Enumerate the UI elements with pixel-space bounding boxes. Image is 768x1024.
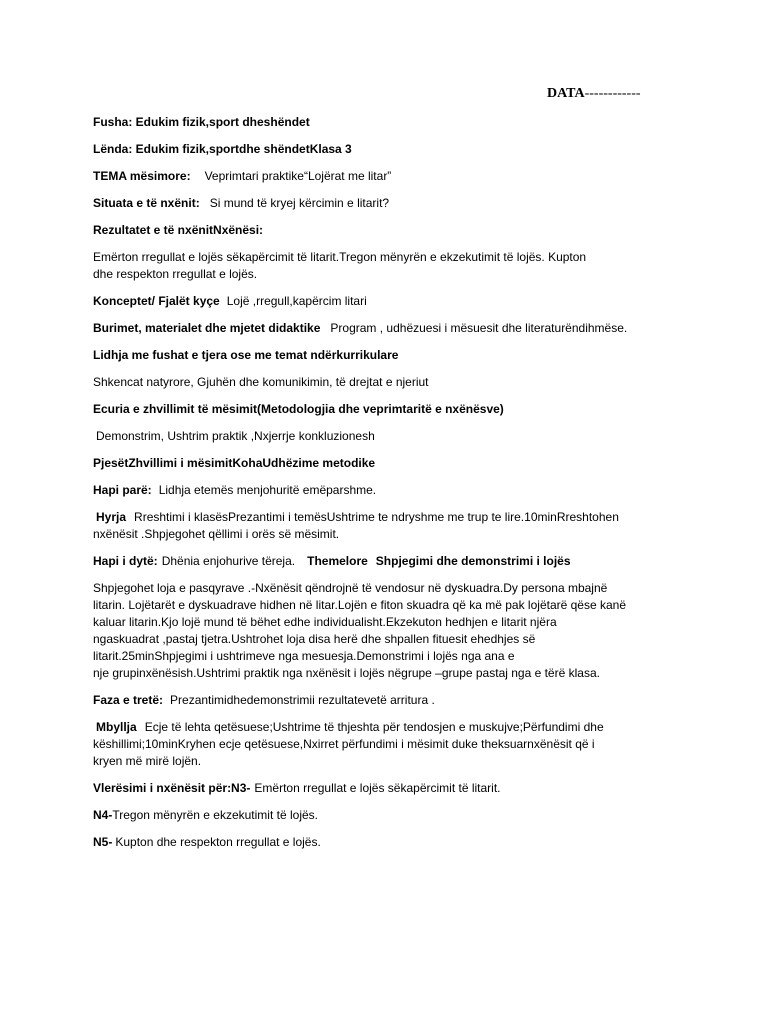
rezultatet-line: Emërton rregullat e lojës sëkapërcimit të litarit.Tregon mënyrën e ekzekutimit të lojës. Kupton (93, 250, 587, 264)
mbyllja-line: kryen më mirë lojën. (93, 754, 202, 768)
rezultatet-line: dhe respekton rregullat e lojës. (93, 267, 258, 281)
ecuria-value: Demonstrim, Ushtrim praktik ,Nxjerrje konkluzionesh (96, 429, 375, 443)
hapi2-value: Dhënia enjohurive tëreja. (161, 554, 296, 568)
burimet-row (93, 320, 653, 337)
lesson-plan (93, 114, 653, 861)
faza3-row (93, 692, 653, 709)
n5-row (93, 834, 653, 851)
situata-row (93, 195, 653, 212)
hyrja-label: Hyrja (96, 510, 127, 524)
n5-label: N5- (93, 835, 113, 849)
hyrja-first-line (93, 509, 653, 526)
n4-row (93, 807, 653, 824)
vleresimi-row (93, 780, 653, 797)
tema-value: Veprimtari praktike“Lojërat me litar” (204, 169, 392, 183)
vleresimi-value: Emërton rregullat e lojës sëkapërcimit të litarit. (254, 781, 501, 795)
themelore-label: Themelore (307, 554, 368, 568)
pjeset-heading: PjesëtZhvillimi i mësimitKohaUdhëzime metodike (93, 456, 376, 470)
n4-value: Tregon mënyrën e ekzekutimit të lojës. (112, 808, 318, 822)
lidhja-value: Shkencat natyrore, Gjuhën dhe komunikimin, të drejtat e njeriut (93, 375, 429, 389)
hapi1-value: Lidhja etemës menjohuritë emëparshme. (158, 483, 377, 497)
shpjegimi-heading: Shpjegimi dhe demonstrimi i lojës (375, 554, 571, 568)
situata-value: Si mund të kryej kërcimin e litarit? (209, 196, 390, 210)
rezultatet-text (93, 249, 653, 283)
konceptet-label: Konceptet/ Fjalët kyçe (93, 294, 220, 308)
hapi2-row (93, 553, 653, 570)
tema-row (93, 168, 653, 185)
shpjegimi-line: kaluar litarin.Kjo lojë mund të bëhet edhe individualisht.Ekzekuton hedhjen e litarit njëra (93, 615, 557, 629)
mbyllja-first-line (93, 719, 653, 736)
faza3-label: Faza e tretë: (93, 693, 164, 707)
hapi1-row (93, 482, 653, 499)
tema-label: TEMA mësimore: (93, 169, 191, 183)
vleresimi-label: Vlerësimi i nxënësit për:N3- (93, 781, 251, 795)
faza3-value: Prezantimidhedemonstrimii rezultatevetë arritura . (170, 693, 435, 707)
shpjegimi-line: Shpjegohet loja e pasqyrave .-Nxënësit qëndrojnë të vendosur në dyskuadra.Dy persona mbajnë (93, 581, 608, 595)
shpjegimi-line: nje grupinxënësish.Ushtrimi praktik nga nxënësit i lojës nëgrupe –grupe pastaj nga e tërë klasa. (93, 666, 600, 680)
burimet-label: Burimet, materialet dhe mjetet didaktike (93, 321, 321, 335)
shpjegimi-text (93, 580, 653, 682)
n5-value: Kupton dhe respekton rregullat e lojës. (115, 835, 321, 849)
situata-label: Situata e të nxënit: (93, 196, 200, 210)
lidhja-heading: Lidhja me fushat e tjera ose me temat ndërkurrikulare (93, 348, 399, 362)
shpjegimi-line: ngaskuadrat ,pastaj tjetra.Ushtrohet loja disa herë dhe shpallen fituesit ehedhjes së (93, 632, 536, 646)
hyrja-line: Rreshtimi i klasësPrezantimi i temësUshtrime te ndryshme me trup te lire.10minRreshtohen (134, 510, 619, 524)
fusha-heading: Fusha: Edukim fizik,sport dheshëndet (93, 115, 310, 129)
rezultatet-heading: Rezultatet e të nxënitNxënësi: (93, 223, 264, 237)
mbyllja-label: Mbyllja (96, 720, 137, 734)
lenda-heading: Lënda: Edukim fizik,sportdhe shëndetKlasa 3 (93, 142, 352, 156)
date-dashes: ------------ (584, 86, 641, 101)
n4-label: N4- (93, 808, 113, 822)
konceptet-row (93, 293, 653, 310)
date-line (547, 86, 641, 102)
hapi2-label: Hapi i dytë: (93, 554, 158, 568)
mbyllja-line: këshillimi;10minKryhen ecje qetësuese,Nxirret përfundimi i mësimit duke theksuarnxënësit që i (93, 737, 595, 751)
hyrja-text (93, 509, 653, 543)
ecuria-heading: Ecuria e zhvillimit të mësimit(Metodologjia dhe veprimtaritë e nxënësve) (93, 402, 504, 416)
shpjegimi-line: litarit.25minShpjegimi i ushtrimeve nga mesuesja.Demonstrimi i lojës nga ana e (93, 649, 515, 663)
hyrja-line: nxënësit .Shpjegohet qëllimi i orës së mësimit. (93, 527, 340, 541)
shpjegimi-line: litarin. Lojëtarët e dyskuadrave hidhen në litar.Lojën e fiton skuadra që ka më pak lojëtarë qëse kanë (93, 598, 627, 612)
mbyllja-text (93, 719, 653, 770)
burimet-value: Program , udhëzuesi i mësuesit dhe literaturëndihmëse. (330, 321, 628, 335)
mbyllja-line: Ecje të lehta qetësuese;Ushtrime të thjeshta për tendosjen e muskujve;Përfundimi dhe (144, 720, 604, 734)
hapi1-label: Hapi parë: (93, 483, 152, 497)
date-label: DATA (547, 86, 585, 101)
konceptet-value: Lojë ,rregull,kapërcim litari (226, 294, 367, 308)
